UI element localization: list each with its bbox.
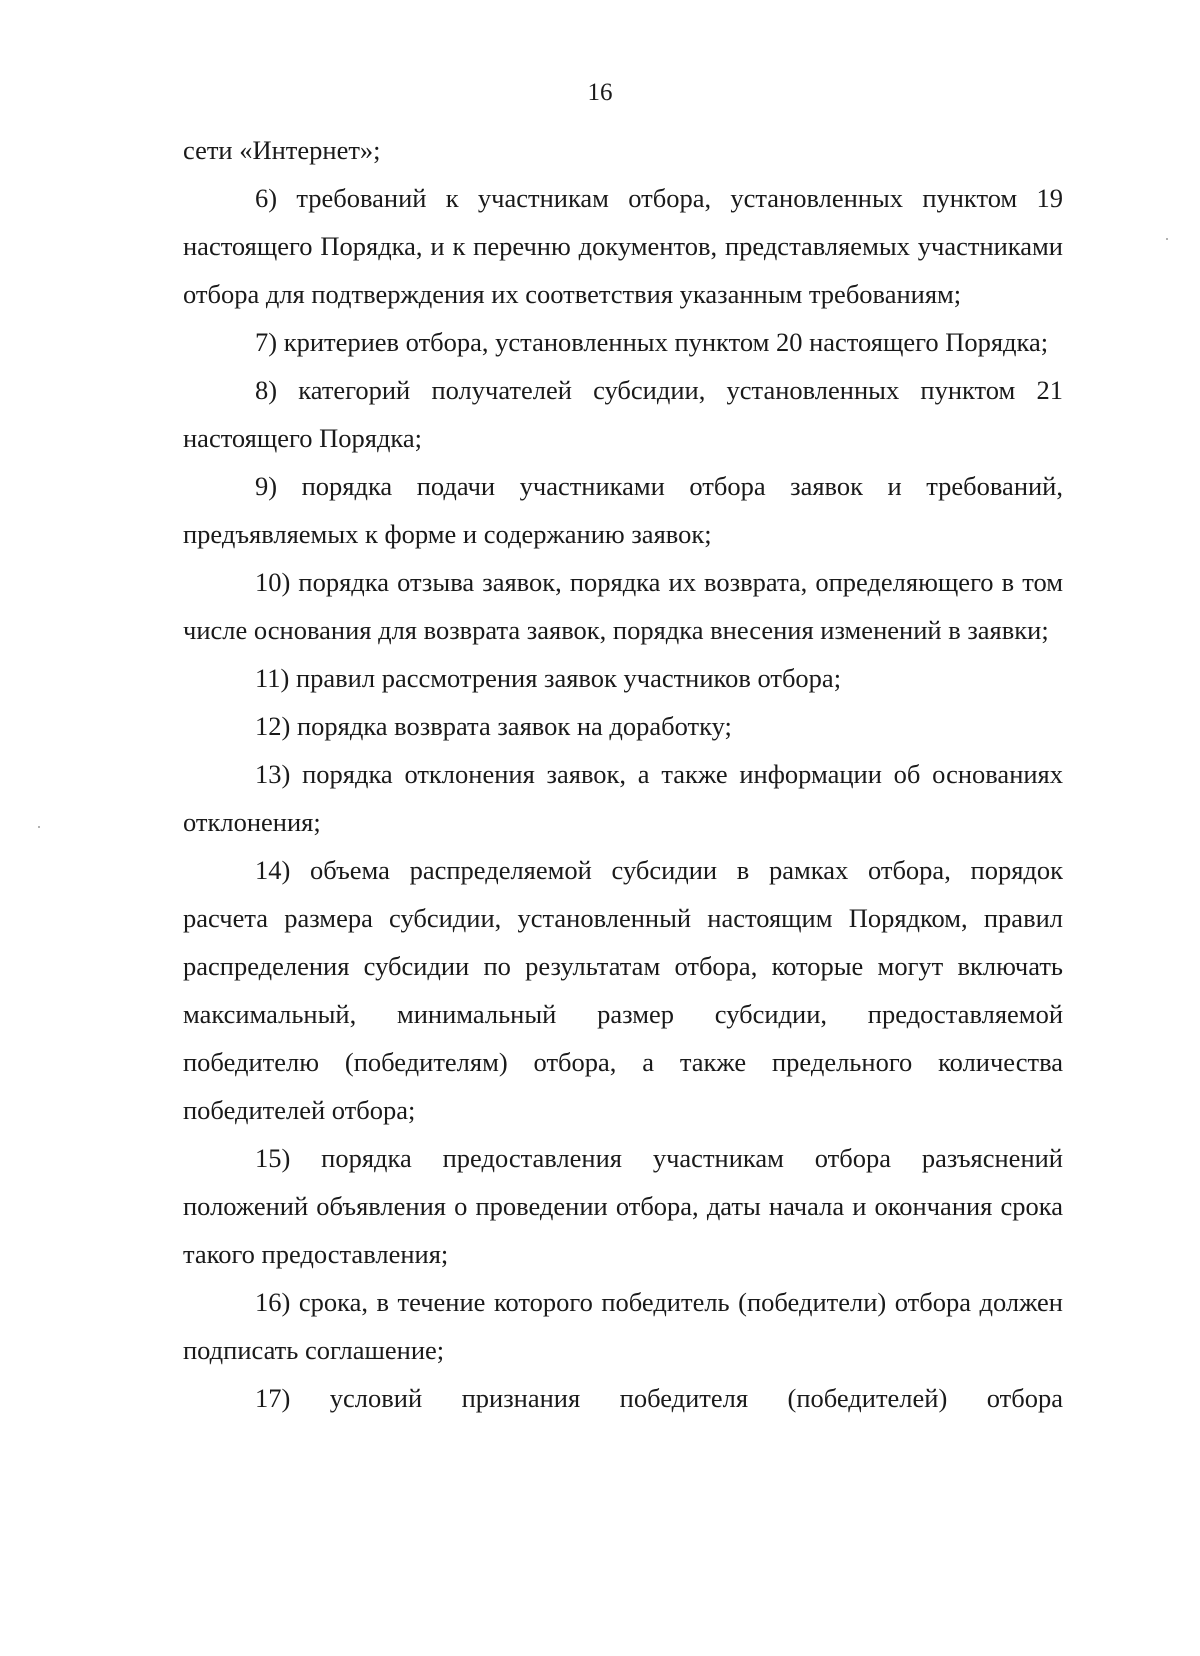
scan-speck bbox=[1166, 238, 1168, 240]
paragraph-item-13: 13) порядка отклонения заявок, а также информации об основаниях отклонения; bbox=[183, 759, 1063, 837]
paragraph-item-7: 7) критериев отбора, установленных пунктом 20 настоящего Порядка; bbox=[255, 327, 1049, 357]
paragraph-continuation: сети «Интернет»; bbox=[183, 135, 381, 165]
document-body bbox=[183, 126, 1063, 1422]
paragraph-item-9: 9) порядка подачи участниками отбора заявок и требований, предъявляемых к форме и содержанию заявок; bbox=[183, 471, 1063, 549]
paragraph-item-11: 11) правил рассмотрения заявок участников отбора; bbox=[255, 663, 842, 693]
paragraph-item-14: 14) объема распределяемой субсидии в рамках отбора, порядок расчета размера субсидии, установленный настоящим Порядком, правил распределения субсидии по результатам отбора, которые могут включать максимальный, минимальный размер субсидии, предоставляемой победителю (победителям) отбора, а также предельного количества победителей отбора; bbox=[183, 855, 1063, 1125]
page-number: 16 bbox=[587, 79, 613, 106]
scan-speck bbox=[38, 826, 40, 828]
paragraph-item-10: 10) порядка отзыва заявок, порядка их возврата, определяющего в том числе основания для возврата заявок, порядка внесения изменений в заявки; bbox=[183, 567, 1063, 645]
paragraph-item-17: 17) условий признания победителя (победителей) отбора bbox=[255, 1383, 1063, 1413]
paragraph-item-16: 16) срока, в течение которого победитель (победители) отбора должен подписать соглашение; bbox=[183, 1287, 1063, 1365]
paragraph-item-6: 6) требований к участникам отбора, установленных пунктом 19 настоящего Порядка, и к перечню документов, представляемых участниками отбора для подтверждения их соответствия указанным требованиям; bbox=[183, 183, 1063, 309]
paragraph-item-12: 12) порядка возврата заявок на доработку; bbox=[255, 711, 732, 741]
paragraph-item-8: 8) категорий получателей субсидии, установленных пунктом 21 настоящего Порядка; bbox=[183, 375, 1063, 453]
paragraph-item-15: 15) порядка предоставления участникам отбора разъяснений положений объявления о проведении отбора, даты начала и окончания срока такого предоставления; bbox=[183, 1143, 1063, 1269]
